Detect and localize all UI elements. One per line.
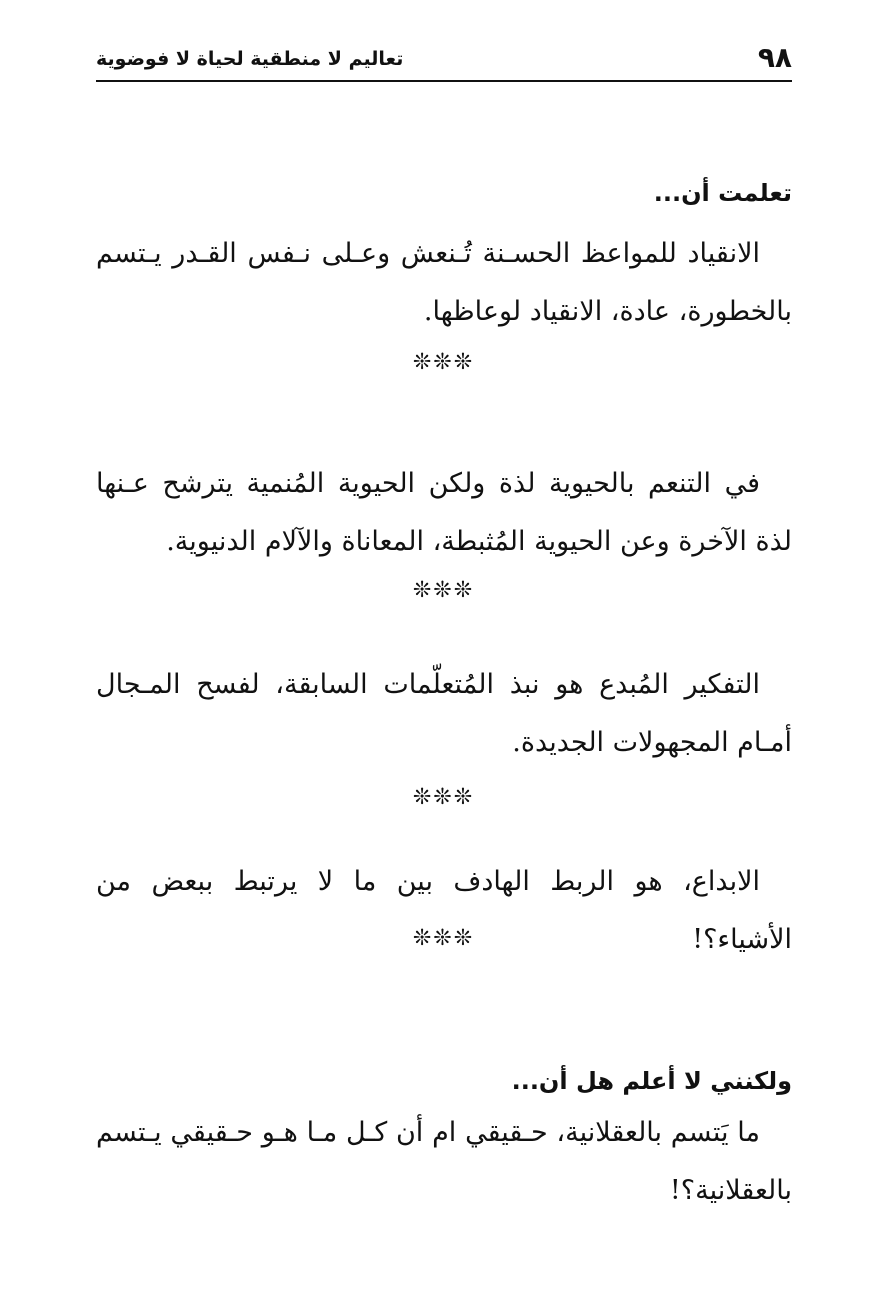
asterism-separator: ❊❊❊	[412, 578, 475, 603]
page-number: ٩٨	[757, 41, 792, 74]
paragraph-sermons	[96, 225, 792, 341]
asterism-separator: ❊❊❊	[412, 926, 475, 951]
asterism-separator: ❊❊❊	[412, 785, 475, 810]
paragraph-text: الانقياد للمواعظ الحسـنة تُـنعش وعـلى نـفس القـدر يـتسم بالخطورة، عادة، الانقياد لوعاظها.	[96, 238, 792, 327]
page-header	[96, 40, 792, 82]
running-title: تعاليم لا منطقية لحياة لا فوضوية	[96, 48, 404, 70]
section-heading-learned: تعلمت أن...	[653, 179, 792, 207]
paragraph-text: في التنعم بالحيوية لذة ولكن الحيوية المُنمية يترشح عـنها لذة الآخرة وعن الحيوية المُثبطة، المعاناة والآلام الدنيوية.	[96, 468, 792, 557]
section-heading-dont-know: ولكنني لا أعلم هل أن...	[511, 1067, 792, 1095]
paragraph-text: ما يَتسم بالعقلانية، حـقيقي ام أن كـل مـا هـو حـقيقي يـتسم بالعقلانية؟!	[96, 1117, 792, 1206]
asterism-separator: ❊❊❊	[412, 350, 475, 375]
paragraph-vitality	[96, 455, 792, 571]
paragraph-text: التفكير المُبدع هو نبذ المُتعلّمات السابقة، لفسح المـجال أمـام المجهولات الجديدة.	[96, 669, 792, 758]
paragraph-creative-thinking	[96, 656, 792, 772]
paragraph-text: الابداع، هو الربط الهادف بين ما لا يرتبط ببعض من الأشياء؟!	[96, 866, 792, 955]
paragraph-rationality	[96, 1104, 792, 1220]
